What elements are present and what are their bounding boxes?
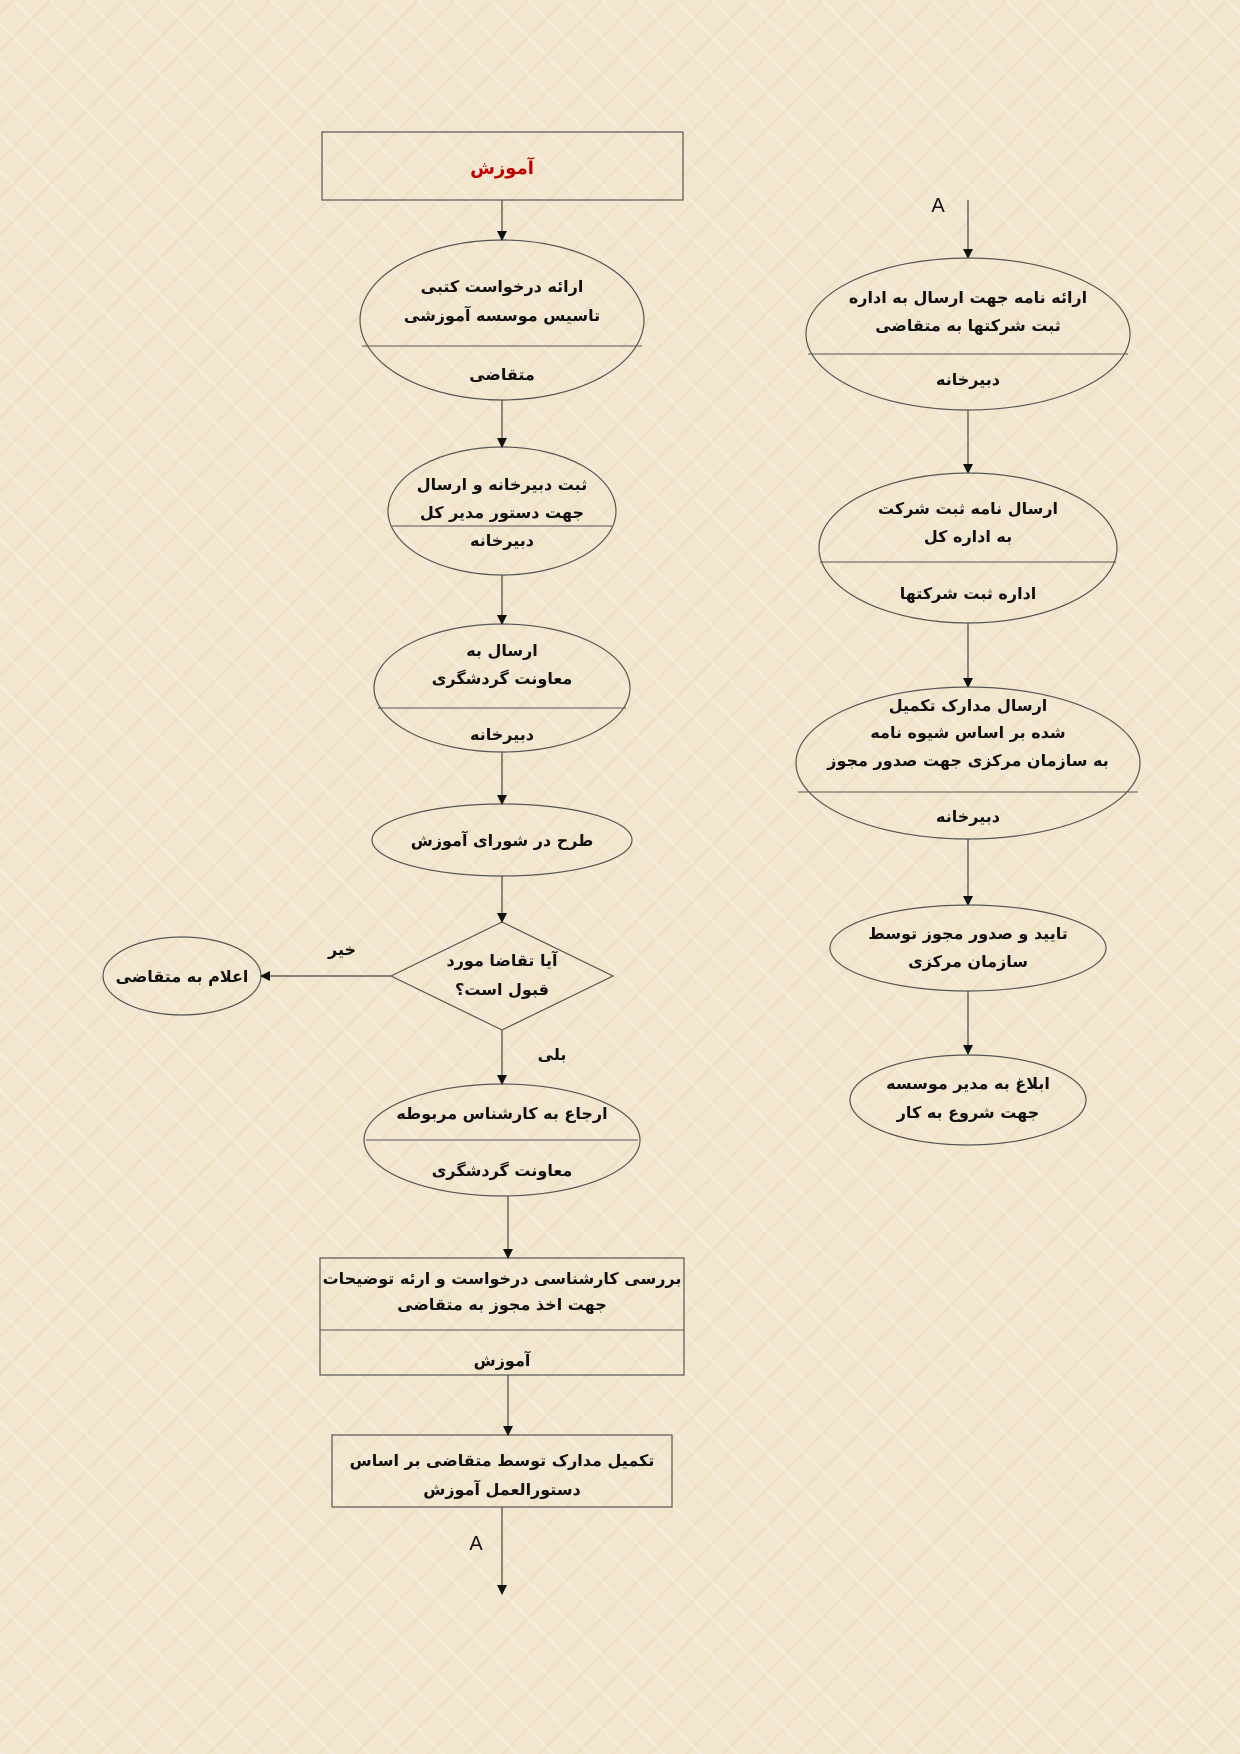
step-send-registration-letter	[819, 473, 1117, 623]
title-text: آموزش	[470, 158, 534, 179]
step-expert-review-line2: جهت اخذ مجوز به متقاضی	[397, 1295, 607, 1314]
step-register-secretariat-role: دبیرخانه	[470, 531, 534, 550]
connector-a-bottom: A	[469, 1533, 483, 1555]
step-written-request	[360, 240, 644, 400]
decision-request-accepted	[391, 922, 613, 1030]
step-notify-institute-manager	[850, 1055, 1086, 1145]
decision-line2: قبول است؟	[455, 980, 549, 999]
step-approve-issue-license-line2: سازمان مرکزی	[908, 952, 1028, 971]
step-letter-registration-office-role: دبیرخانه	[936, 370, 1000, 389]
step-refer-expert-role: معاونت گردشگری	[431, 1161, 573, 1180]
step-register-secretariat-line1: ثبت دبیرخانه و ارسال	[416, 475, 588, 494]
step-send-tourism-deputy-line1: ارسال به	[466, 641, 538, 660]
step-approve-issue-license-line1: تایید و صدور مجوز توسط	[868, 924, 1068, 943]
edge-label-yes: بلی	[537, 1045, 567, 1064]
step-send-completed-documents-line1: ارسال مدارک تکمیل	[888, 696, 1048, 715]
step-send-completed-documents-line2: شده بر اساس شیوه نامه	[870, 723, 1066, 742]
step-register-secretariat	[388, 447, 616, 575]
step-send-registration-letter-line2: به اداره کل	[923, 527, 1013, 546]
step-education-council	[372, 804, 632, 876]
step-expert-review-role: آموزش	[473, 1351, 531, 1370]
step-complete-documents	[332, 1435, 672, 1507]
step-refer-expert-line1: ارجاع به کارشناس مربوطه	[396, 1104, 608, 1123]
step-complete-documents-line1: تکمیل مدارک توسط متقاضی بر اساس	[349, 1451, 655, 1470]
step-letter-registration-office	[806, 258, 1130, 410]
decision-line1: آیا تقاضا مورد	[446, 951, 558, 970]
step-send-tourism-deputy-line2: معاونت گردشگری	[431, 669, 573, 688]
step-education-council-text: طرح در شورای آموزش	[410, 831, 594, 850]
connector-a-top: A	[931, 195, 945, 217]
step-approve-issue-license	[830, 905, 1106, 991]
step-expert-review-line1: بررسی کارشناسی درخواست و ارئه توضیحات	[322, 1269, 682, 1288]
step-send-completed-documents-line3: به سازمان مرکزی جهت صدور مجوز	[827, 751, 1109, 770]
step-send-completed-documents-role: دبیرخانه	[936, 807, 1000, 826]
step-notify-institute-manager-line1: ابلاغ به مدیر موسسه	[886, 1074, 1050, 1093]
step-notify-institute-manager-line2: جهت شروع به کار	[896, 1103, 1040, 1122]
step-letter-registration-office-line2: ثبت شرکتها به متقاضی	[875, 316, 1061, 335]
edge-label-no: خیر	[327, 940, 357, 959]
step-refer-expert	[364, 1084, 640, 1196]
step-written-request-line1: ارائه درخواست کتبی	[420, 277, 584, 296]
step-send-tourism-deputy-role: دبیرخانه	[470, 725, 534, 744]
step-expert-review	[320, 1258, 684, 1375]
step-notify-applicant	[103, 937, 261, 1015]
title-box	[322, 132, 683, 200]
step-letter-registration-office-line1: ارائه نامه جهت ارسال به اداره	[848, 288, 1088, 307]
step-send-tourism-deputy	[374, 624, 630, 752]
step-notify-applicant-text: اعلام به متقاضی	[115, 967, 249, 986]
step-written-request-line2: تاسیس موسسه آموزشی	[403, 306, 601, 325]
step-send-registration-letter-line1: ارسال نامه ثبت شرکت	[877, 499, 1059, 518]
step-send-registration-letter-role: اداره ثبت شرکتها	[899, 584, 1037, 603]
step-register-secretariat-line2: جهت دستور مدیر کل	[419, 503, 585, 522]
step-send-completed-documents	[796, 687, 1140, 839]
step-written-request-role: متقاضی	[469, 365, 535, 384]
step-complete-documents-line2: دستورالعمل آموزش	[423, 1480, 581, 1499]
